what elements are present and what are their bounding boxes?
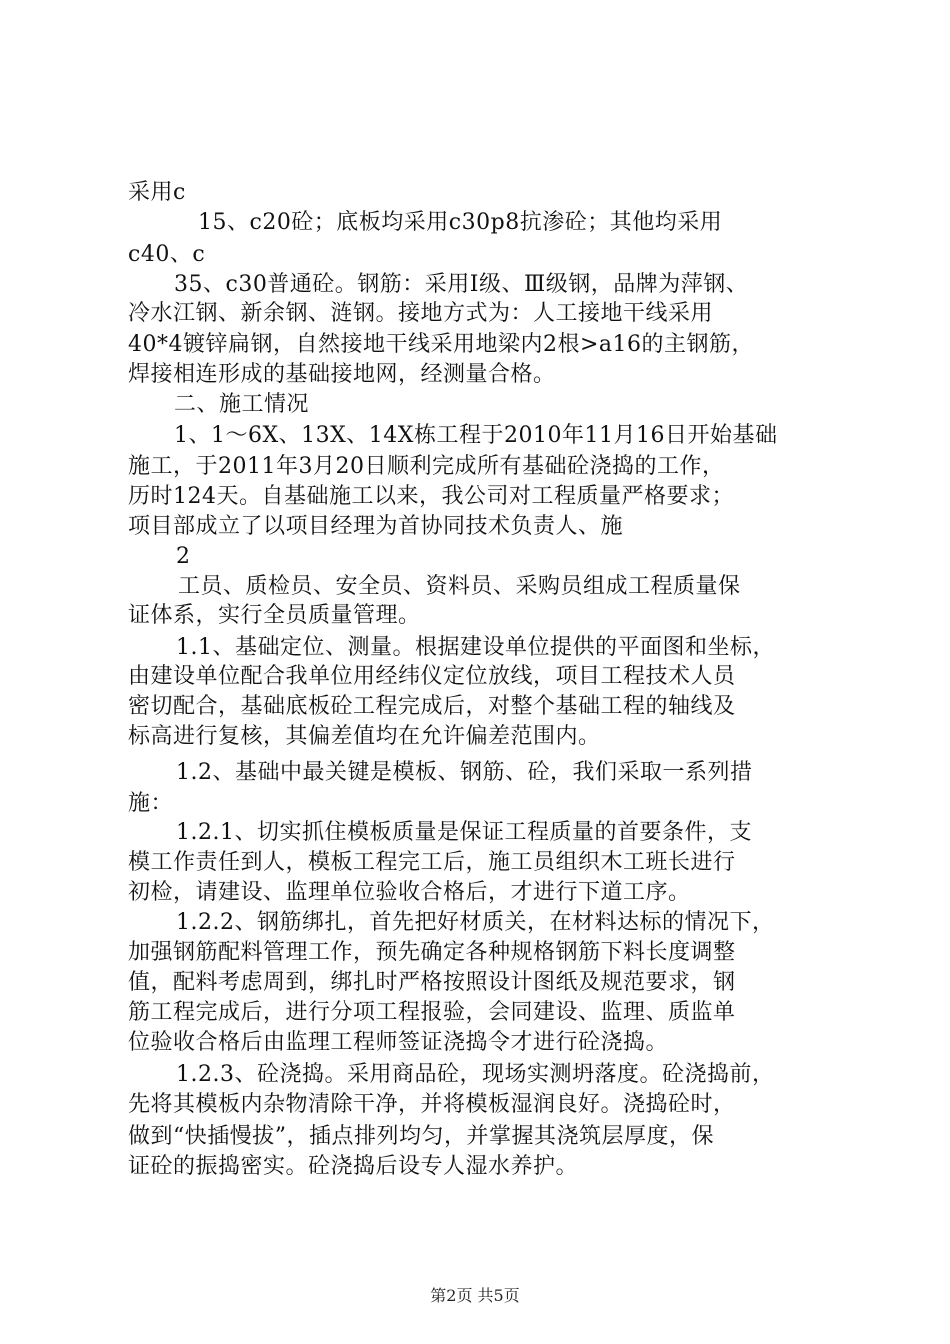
text-line: 模工作责任到人，模板工程完工后，施工员组织木工班长进行 <box>128 850 736 875</box>
section-heading: 二、施工情况 <box>174 392 310 417</box>
text-line: 施工，于2011年3月20日顺利完成所有基础砼浇捣的工作， <box>128 454 725 479</box>
text-line: 冷水江钢、新余钢、涟钢。接地方式为：人工接地干线采用 <box>128 301 714 326</box>
page-footer: 第2页 共5页 <box>430 1286 520 1305</box>
text-line: 标高进行复核，其偏差值均在允许偏差范围内。 <box>128 724 601 749</box>
text-line: 1.1、基础定位、测量。根据建设单位提供的平面图和坐标， <box>176 635 775 660</box>
text-line: 筋工程完成后，进行分项工程报验，会同建设、监理、质监单 <box>128 1000 736 1025</box>
text-line: c40、c <box>128 242 206 267</box>
text-line: 40*4镀锌扁钢，自然接地干线采用地梁内2根>a16的主钢筋， <box>128 332 755 357</box>
text-line: 焊接相连形成的基础接地网，经测量合格。 <box>128 362 556 387</box>
text-line: 位验收合格后由监理工程师签证浇捣令才进行砼浇捣。 <box>128 1030 669 1055</box>
text-line: 初检，请建设、监理单位验收合格后，才进行下道工序。 <box>128 880 691 905</box>
text-line: 施： <box>128 791 174 816</box>
text-line: 1.2.3、砼浇捣。采用商品砼，现场实测坍落度。砼浇捣前， <box>176 1062 775 1087</box>
text-line: 值，配料考虑周到，绑扎时严格按照设计图纸及规范要求，钢 <box>128 970 736 995</box>
text-line: 先将其模板内杂物清除干净，并将模板湿润良好。浇捣砼时， <box>128 1092 736 1117</box>
text-line: 1.2、基础中最关键是模板、钢筋、砼，我们采取一系列措 <box>176 760 753 785</box>
text-line: 1.2.2、钢筋绑扎，首先把好材质关，在材料达标的情况下， <box>176 910 775 935</box>
text-line: 采用c <box>128 180 186 205</box>
text-line: 做到“快插慢拔”，插点排列均匀，并掌握其浇筑层厚度，保 <box>128 1124 714 1149</box>
text-line: 历时124天。自基础施工以来，我公司对工程质量严格要求； <box>128 484 734 509</box>
text-line: 由建设单位配合我单位用经纬仪定位放线，项目工程技术人员 <box>128 664 736 689</box>
text-line: 1、1～6X、13X、14X栋工程于2010年11月16日开始基础 <box>174 423 778 448</box>
text-line: 加强钢筋配料管理工作，预先确定各种规格钢筋下料长度调整 <box>128 940 736 965</box>
text-line: 证体系，实行全员质量管理。 <box>128 603 421 628</box>
text-line: 项目部成立了以项目经理为首协同技术负责人、施 <box>128 514 624 539</box>
text-line: 1.2.1、切实抓住模板质量是保证工程质量的首要条件，支 <box>176 820 752 845</box>
text-line: 15、c20砼；底板均采用c30p8抗渗砼；其他均采用 <box>198 210 723 235</box>
text-line: 工员、质检员、安全员、资料员、采购员组成工程质量保 <box>178 574 741 599</box>
text-line: 密切配合，基础底板砼工程完成后，对整个基础工程的轴线及 <box>128 694 736 719</box>
text-line: 35、c30普通砼。钢筋：采用Ⅰ级、Ⅲ级钢，品牌为萍钢、 <box>174 272 749 297</box>
text-line: 证砼的振捣密实。砼浇捣后设专人湿水养护。 <box>128 1154 579 1179</box>
inline-page-number: 2 <box>176 544 191 569</box>
